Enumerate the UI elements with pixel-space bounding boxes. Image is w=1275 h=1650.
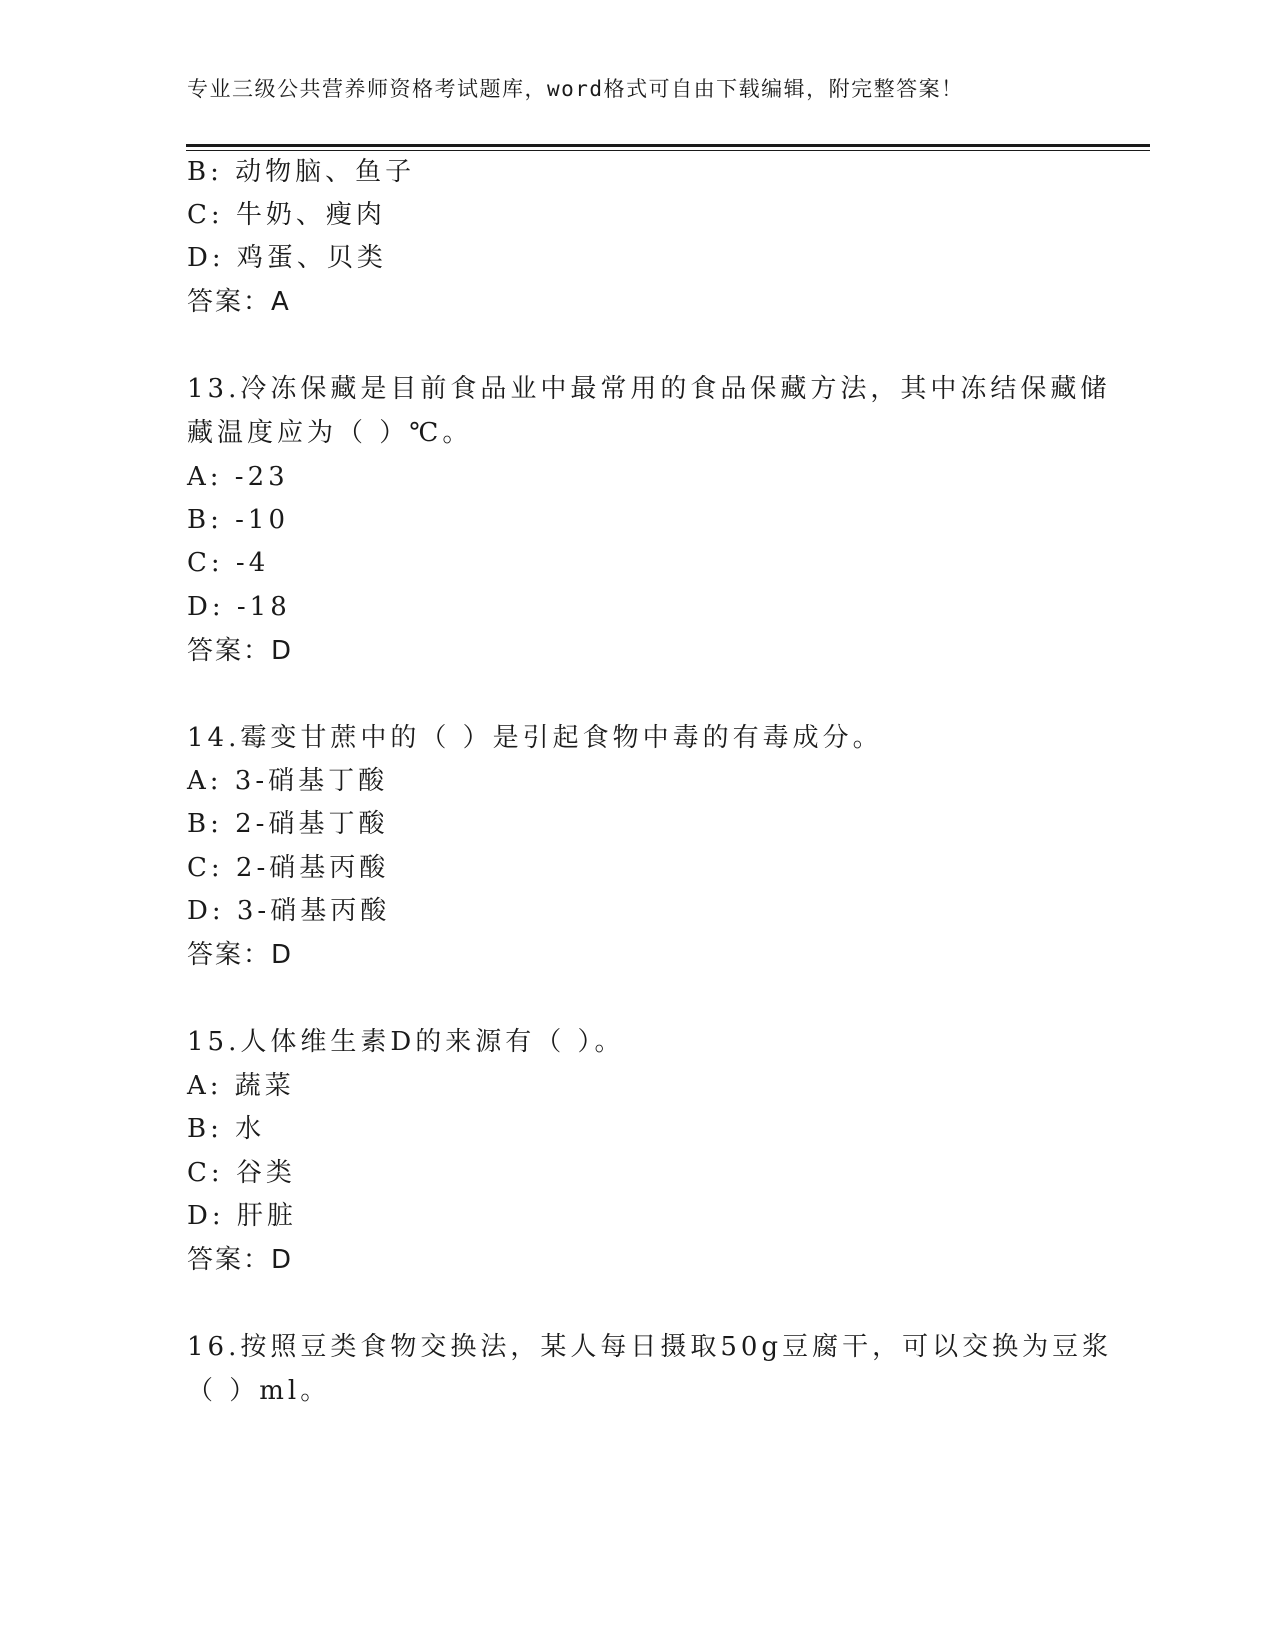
q14-option-c: C: 2-硝基丙酸: [187, 853, 390, 883]
q15-answer: 答案：D: [187, 1245, 294, 1275]
q13-option-d: D: -18: [187, 592, 291, 622]
q12-option-d: D: 鸡蛋、贝类: [187, 243, 387, 273]
q16-stem-line1: 16.按照豆类食物交换法，某人每日摄取50g豆腐干，可以交换为豆浆: [187, 1332, 1113, 1362]
q15-option-d: D: 肝脏: [187, 1201, 297, 1231]
header-rule-thick: [186, 144, 1150, 147]
q14-stem: 14.霉变甘蔗中的（ ）是引起食物中毒的有毒成分。: [187, 723, 883, 753]
q13-answer: 答案：D: [187, 636, 294, 666]
q12-option-b: B: 动物脑、鱼子: [187, 157, 416, 187]
q13-option-b: B: -10: [187, 505, 289, 535]
q12-answer: 答案：A: [187, 287, 291, 317]
q13-option-c: C: -4: [187, 548, 270, 578]
q15-option-c: C: 谷类: [187, 1158, 296, 1188]
q15-option-b: B: 水: [187, 1114, 266, 1144]
q14-answer: 答案：D: [187, 940, 294, 970]
q13-stem-line2: 藏温度应为（ ）℃。: [187, 418, 473, 448]
q14-option-b: B: 2-硝基丁酸: [187, 809, 389, 839]
q13-stem-line1: 13.冷冻保藏是目前食品业中最常用的食品保藏方法，其中冻结保藏储: [187, 374, 1111, 404]
q14-option-a: A: 3-硝基丁酸: [187, 766, 389, 796]
page-header: 专业三级公共营养师资格考试题库，word格式可自由下载编辑，附完整答案！: [187, 77, 964, 101]
header-rule-thin: [186, 150, 1150, 151]
q12-option-c: C: 牛奶、瘦肉: [187, 200, 386, 230]
q16-stem-line2: （ ）ml。: [187, 1376, 331, 1406]
q14-option-d: D: 3-硝基丙酸: [187, 896, 391, 926]
q13-option-a: A: -23: [187, 462, 289, 492]
q15-option-a: A: 蔬菜: [187, 1071, 295, 1101]
q15-stem: 15.人体维生素D的来源有（ ）。: [187, 1027, 625, 1057]
